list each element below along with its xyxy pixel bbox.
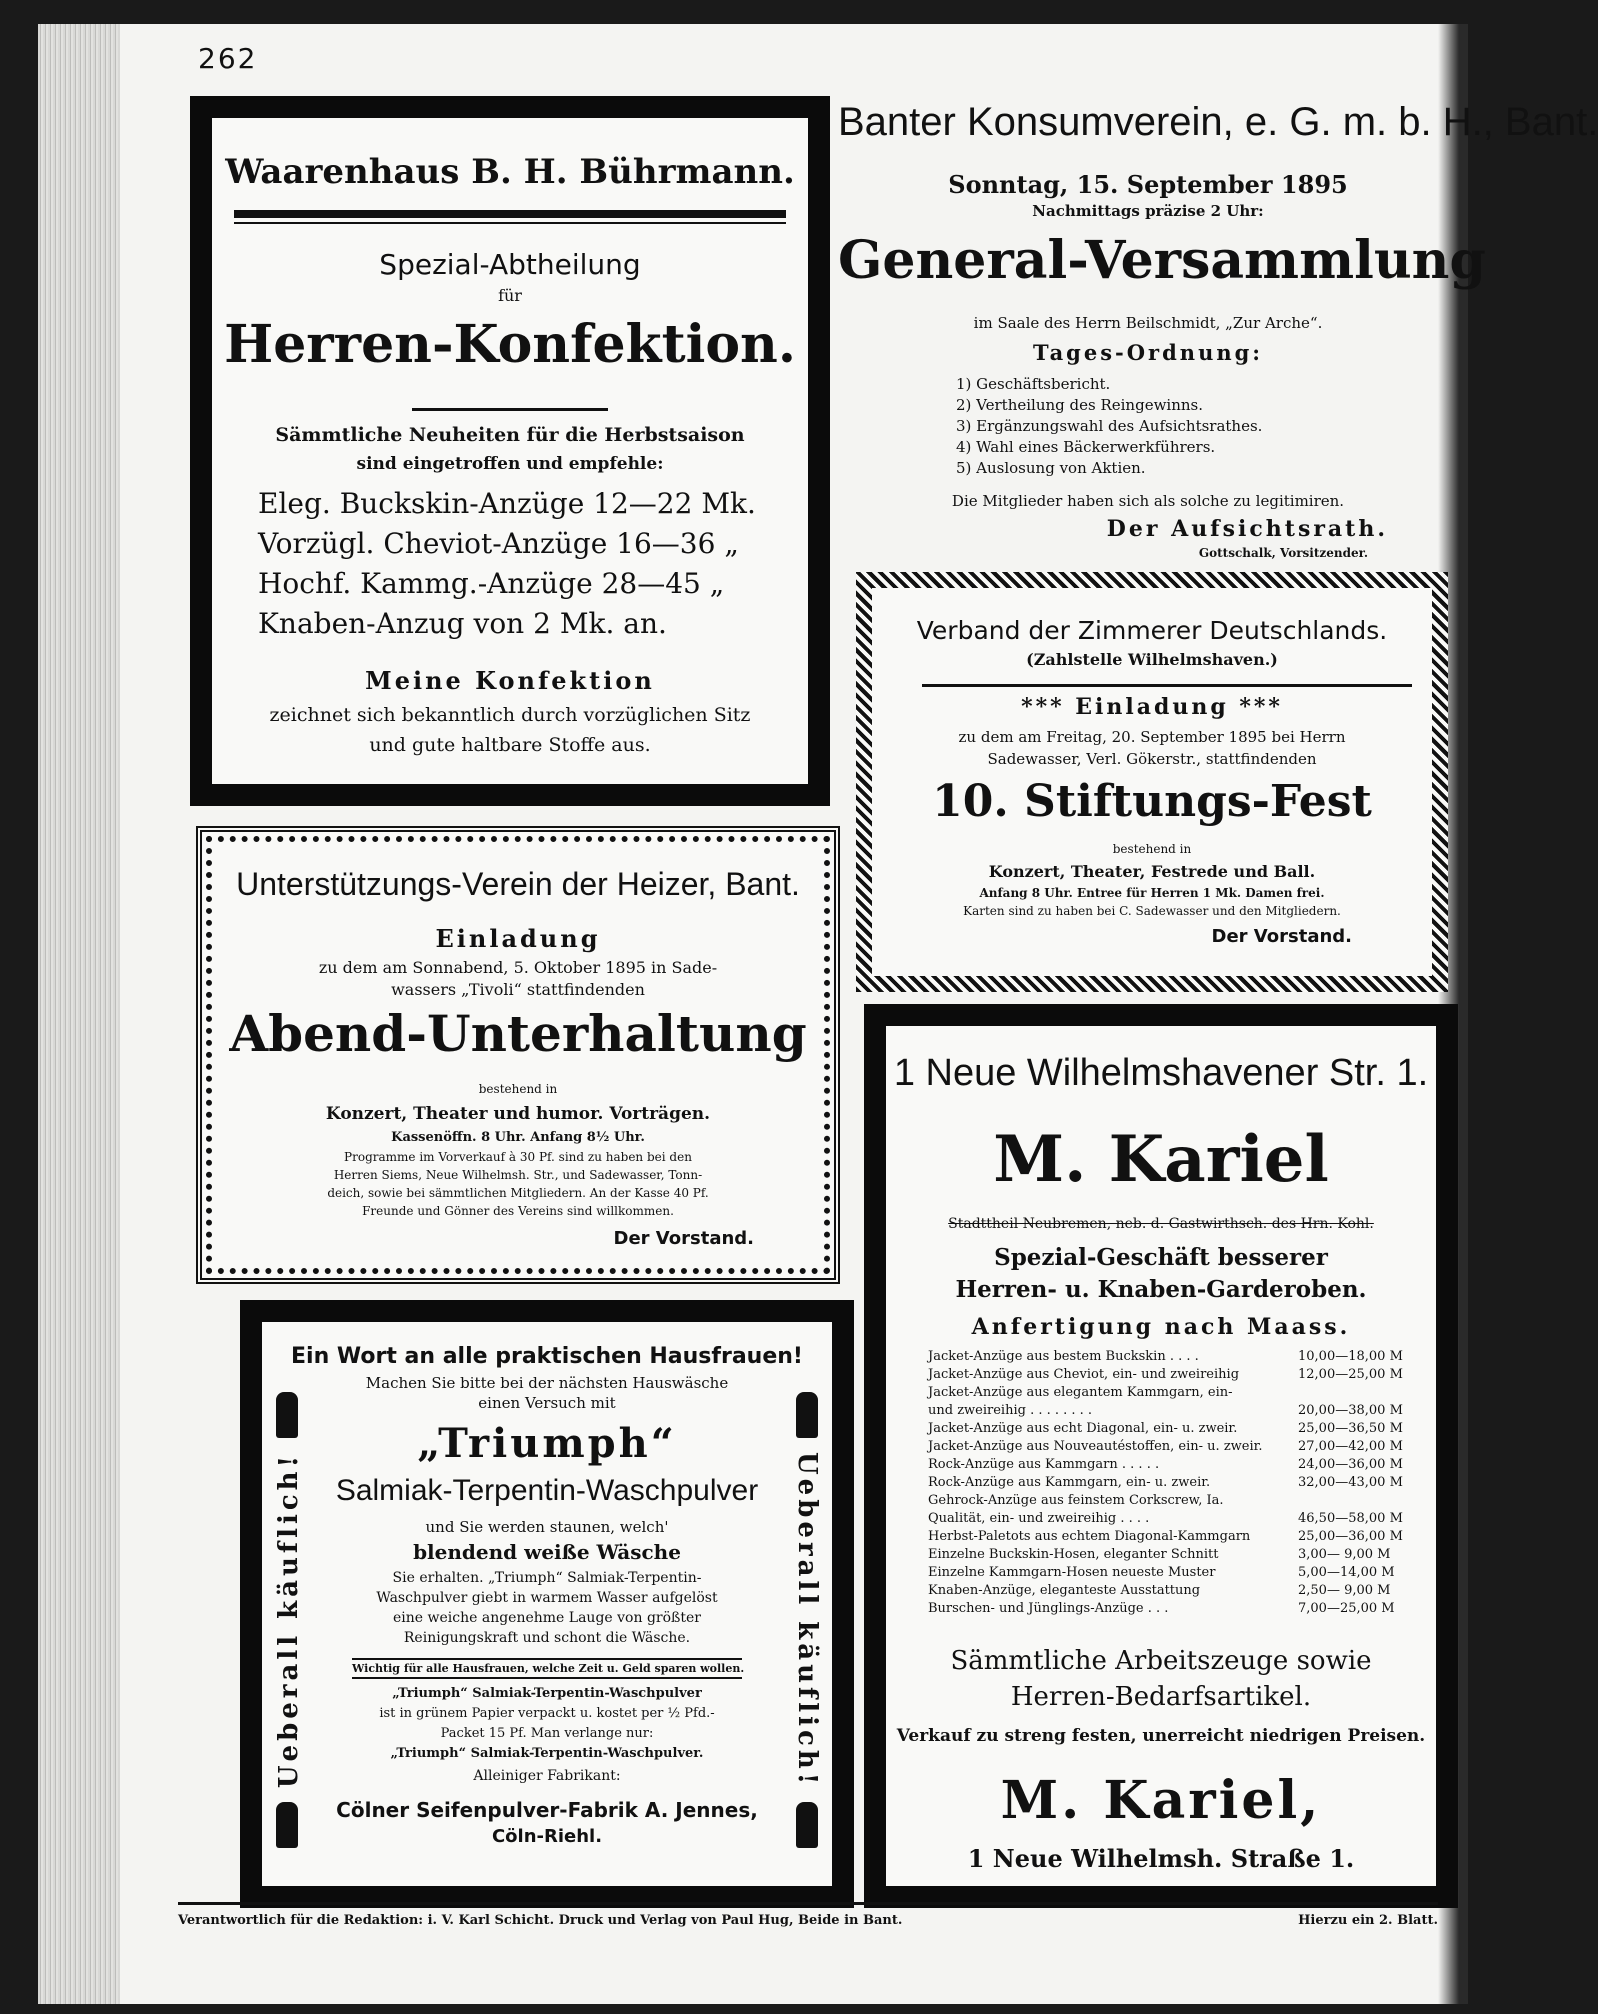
ad-sign: Der Vorstand. xyxy=(1211,926,1352,947)
ad-news: Sämmtliche Neuheiten für die Herbstsaison xyxy=(275,424,745,446)
table-row: Burschen- und Jünglings-Anzüge . . . 7,00—25,00 M xyxy=(928,1601,1395,1616)
ad-title: Abend-Unterhaltung xyxy=(229,1004,807,1063)
divider xyxy=(922,684,1412,687)
ad-spec: Herren- u. Knaben-Garderoben. xyxy=(955,1276,1367,1303)
ad-text: und gute haltbare Stoffe aus. xyxy=(369,734,651,756)
pointing-hand-icon xyxy=(796,1392,818,1438)
ad-branch: (Zahlstelle Wilhelmshaven.) xyxy=(1026,650,1278,669)
ad-triumph xyxy=(240,1300,854,1908)
ad-place: im Saale des Herrn Beilschmidt, „Zur Arche“. xyxy=(973,314,1323,332)
ad-text: „Triumph“ Salmiak-Terpentin-Waschpulver. xyxy=(390,1746,704,1761)
agenda-item: 2) Vertheilung des Reingewinns. xyxy=(956,396,1203,414)
table-row: Jacket-Anzüge aus bestem Buckskin . . . . 10,00—18,00 M xyxy=(928,1349,1403,1364)
ad-text: blendend weiße Wäsche xyxy=(413,1540,681,1564)
ad-text: bestehend in xyxy=(478,1082,558,1096)
ad-made: Anfertigung nach Maass. xyxy=(971,1314,1351,1340)
footer-supplement: Hierzu ein 2. Blatt. xyxy=(1298,1913,1438,1928)
agenda-title: Tages-Ordnung: xyxy=(1032,340,1264,365)
ad-text: Machen Sie bitte bei der nächsten Hauswäsche xyxy=(365,1374,729,1392)
ad-name: M. Kariel xyxy=(993,1122,1329,1197)
ad-heizer xyxy=(196,826,840,1284)
ad-spec: Spezial-Geschäft besserer xyxy=(994,1244,1328,1271)
page-number: 262 xyxy=(198,42,258,75)
footer-imprint: Verantwortlich für die Redaktion: i. V. Karl Schicht. Druck und Verlag von Paul Hug, Beide in Bant. xyxy=(178,1913,903,1928)
agenda-item: 3) Ergänzungswahl des Aufsichtsrathes. xyxy=(956,417,1263,435)
ad-konsumverein xyxy=(838,84,1598,560)
ad-text: Konzert, Theater und humor. Vorträgen. xyxy=(325,1104,711,1124)
ad-date: Sonntag, 15. September 1895 xyxy=(948,170,1348,199)
ad-sub: Meine Konfektion xyxy=(365,666,655,695)
ad-text: eine weiche angenehme Lauge von größter xyxy=(393,1610,701,1626)
price-item: Hochf. Kammg.-Anzüge 28—45 „ xyxy=(258,567,725,600)
ad-text: Freunde und Gönner des Vereins sind willkommen. xyxy=(362,1204,674,1218)
price-table xyxy=(928,1348,1418,1618)
table-row: Einzelne Buckskin-Hosen, eleganter Schnitt 3,00— 9,00 M xyxy=(928,1547,1391,1562)
ad-title2: Salmiak-Terpentin-Waschpulver xyxy=(335,1474,759,1507)
ad-text: Programme im Vorverkauf à 30 Pf. sind zu haben bei den xyxy=(344,1150,692,1164)
ad-name: M. Kariel, xyxy=(1000,1770,1322,1831)
ad-title: „Triumph“ xyxy=(417,1420,677,1467)
ad-fuer: für xyxy=(498,286,522,305)
ad-text: Sämmtliche Arbeitszeuge sowie xyxy=(950,1646,1372,1676)
ad-text: Waschpulver giebt in warmem Wasser aufgelöst xyxy=(376,1590,718,1606)
table-row: Jacket-Anzüge aus Cheviot, ein- und zweireihig 12,00—25,00 M xyxy=(928,1367,1403,1382)
ad-text: Konzert, Theater, Festrede und Ball. xyxy=(988,862,1316,881)
ad-dept: Spezial-Abtheilung xyxy=(379,248,641,281)
ad-note: Die Mitglieder haben sich als solche zu legitimiren. xyxy=(951,492,1345,510)
ad-text: Reinigungskraft und schont die Wäsche. xyxy=(403,1630,691,1646)
table-row: Qualität, ein- und zweireihig . . . . 46,50—58,00 M xyxy=(928,1511,1403,1526)
divider xyxy=(234,210,786,224)
ad-text: Herren-Bedarfsartikel. xyxy=(1010,1682,1312,1712)
ad-city: Cöln-Riehl. xyxy=(491,1826,603,1847)
page-edges xyxy=(38,24,120,2004)
price-item: Knaben-Anzug von 2 Mk. an. xyxy=(258,607,667,640)
ad-text: zu dem am Freitag, 20. September 1895 bei Herrn xyxy=(958,728,1346,746)
ad-firm: Waarenhaus B. H. Bührmann. xyxy=(225,152,795,192)
table-row: Rock-Anzüge aus Kammgarn . . . . . 24,00—36,00 M xyxy=(928,1457,1403,1472)
ad-title: 10. Stiftungs-Fest xyxy=(932,776,1372,827)
ad-note: Wichtig für alle Hausfrauen, welche Zeit u. Geld sparen wollen. xyxy=(352,1658,742,1679)
newspaper-page xyxy=(38,24,1598,2004)
ad-text: bestehend in xyxy=(1112,842,1192,856)
ad-title: Herren-Konfektion. xyxy=(224,314,796,375)
pointing-hand-icon xyxy=(276,1392,298,1438)
agenda-item: 5) Auslosung von Aktien. xyxy=(956,459,1146,477)
agenda-item: 1) Geschäftsbericht. xyxy=(956,375,1111,393)
ad-news: sind eingetroffen und empfehle: xyxy=(356,454,664,474)
side-text-left: Ueberall käuflich! xyxy=(274,1452,304,1789)
ad-text: deich, sowie bei sämmtlichen Mitgliedern. An der Kasse 40 Pf. xyxy=(327,1186,709,1200)
ad-address: 1 Neue Wilhelmsh. Straße 1. xyxy=(967,1844,1355,1873)
ad-org: Verband der Zimmerer Deutschlands. xyxy=(916,616,1388,645)
table-row: Gehrock-Anzüge aus feinstem Corkscrew, Ia. xyxy=(928,1493,1224,1508)
table-row: Jacket-Anzüge aus elegantem Kammgarn, ein- xyxy=(928,1385,1233,1400)
ad-text: wassers „Tivoli“ stattfindenden xyxy=(391,980,645,999)
ad-text: und Sie werden staunen, welch' xyxy=(425,1518,669,1536)
ad-text: ist in grünem Papier verpackt u. kostet per ½ Pfd.- xyxy=(379,1706,715,1721)
ad-text: Karten sind zu haben bei C. Sadewasser und den Mitgliedern. xyxy=(963,904,1341,918)
table-row: Jacket-Anzüge aus Nouveautéstoffen, ein- u. zweir. 27,00—42,00 M xyxy=(928,1439,1403,1454)
ad-text: Verkauf zu streng festen, unerreicht niedrigen Preisen. xyxy=(896,1726,1426,1746)
table-row: Einzelne Kammgarn-Hosen neueste Muster 5,00—14,00 M xyxy=(928,1565,1395,1580)
ad-firm: Banter Konsumverein, e. G. m. b. H., Bant. xyxy=(838,100,1598,144)
agenda-item: 4) Wahl eines Bäckerwerkführers. xyxy=(956,438,1216,456)
ad-maker: Cölner Seifenpulver-Fabrik A. Jennes, xyxy=(336,1798,758,1822)
ad-head: 1 Neue Wilhelmshavener Str. 1. xyxy=(893,1052,1429,1094)
ad-text: „Triumph“ Salmiak-Terpentin-Waschpulver xyxy=(392,1686,702,1701)
page-footer xyxy=(178,1902,1438,1928)
ad-buehrmann xyxy=(190,96,830,806)
ad-head: Ein Wort an alle praktischen Hausfrauen! xyxy=(291,1344,803,1369)
pointing-hand-icon xyxy=(796,1802,818,1848)
price-item: Vorzügl. Cheviot-Anzüge 16—36 „ xyxy=(258,527,739,560)
price-item: Eleg. Buckskin-Anzüge 12—22 Mk. xyxy=(258,487,756,520)
ad-text: Sadewasser, Verl. Gökerstr., stattfindenden xyxy=(987,750,1317,768)
ad-zimmerer xyxy=(856,572,1448,992)
table-row: Jacket-Anzüge aus echt Diagonal, ein- u. zweir. 25,00—36,50 M xyxy=(928,1421,1403,1436)
table-row: Knaben-Anzüge, eleganteste Ausstattung 2,50— 9,00 M xyxy=(928,1583,1391,1598)
ad-text: einen Versuch mit xyxy=(478,1394,616,1412)
ad-sign: Der Aufsichtsrath. xyxy=(1106,516,1388,542)
ad-invite: Einladung xyxy=(435,924,601,953)
ad-text: Kassenöffn. 8 Uhr. Anfang 8½ Uhr. xyxy=(391,1130,645,1145)
ad-text: Packet 15 Pf. Man verlange nur: xyxy=(440,1726,654,1741)
table-row: und zweireihig . . . . . . . . 20,00—38,00 M xyxy=(928,1403,1403,1418)
ad-text: zu dem am Sonnabend, 5. Oktober 1895 in Sade- xyxy=(318,958,718,977)
table-row: Rock-Anzüge aus Kammgarn, ein- u. zweir. 32,00—43,00 M xyxy=(928,1475,1403,1490)
ad-text: Alleiniger Fabrikant: xyxy=(473,1768,621,1784)
table-row: Herbst-Paletots aus echtem Diagonal-Kammgarn 25,00—36,00 M xyxy=(928,1529,1403,1544)
ad-text: Sie erhalten. „Triumph“ Salmiak-Terpentin- xyxy=(392,1570,702,1586)
ad-sign: Der Vorstand. xyxy=(613,1228,754,1249)
ad-title: General-Versammlung xyxy=(838,230,1486,291)
divider xyxy=(412,408,608,411)
ad-chair: Gottschalk, Vorsitzender. xyxy=(1198,546,1368,560)
ad-text: zeichnet sich bekanntlich durch vorzüglichen Sitz xyxy=(269,704,751,726)
ad-struck: Stadttheil Neubremen, neb. d. Gastwirthsch. des Hrn. Kohl. xyxy=(948,1216,1374,1232)
ad-text: Anfang 8 Uhr. Entree für Herren 1 Mk. Damen frei. xyxy=(979,886,1325,900)
ad-time: Nachmittags präzise 2 Uhr: xyxy=(1032,202,1264,220)
ad-invite: *** Einladung *** xyxy=(1021,694,1283,720)
ad-org: Unterstützungs-Verein der Heizer, Bant. xyxy=(236,866,800,902)
pointing-hand-icon xyxy=(276,1802,298,1848)
ad-kariel xyxy=(864,1004,1458,1908)
ad-text: Herren Siems, Neue Wilhelmsh. Str., und Sadewasser, Tonn- xyxy=(333,1168,703,1182)
side-text-right: Ueberall käuflich! xyxy=(792,1452,822,1789)
